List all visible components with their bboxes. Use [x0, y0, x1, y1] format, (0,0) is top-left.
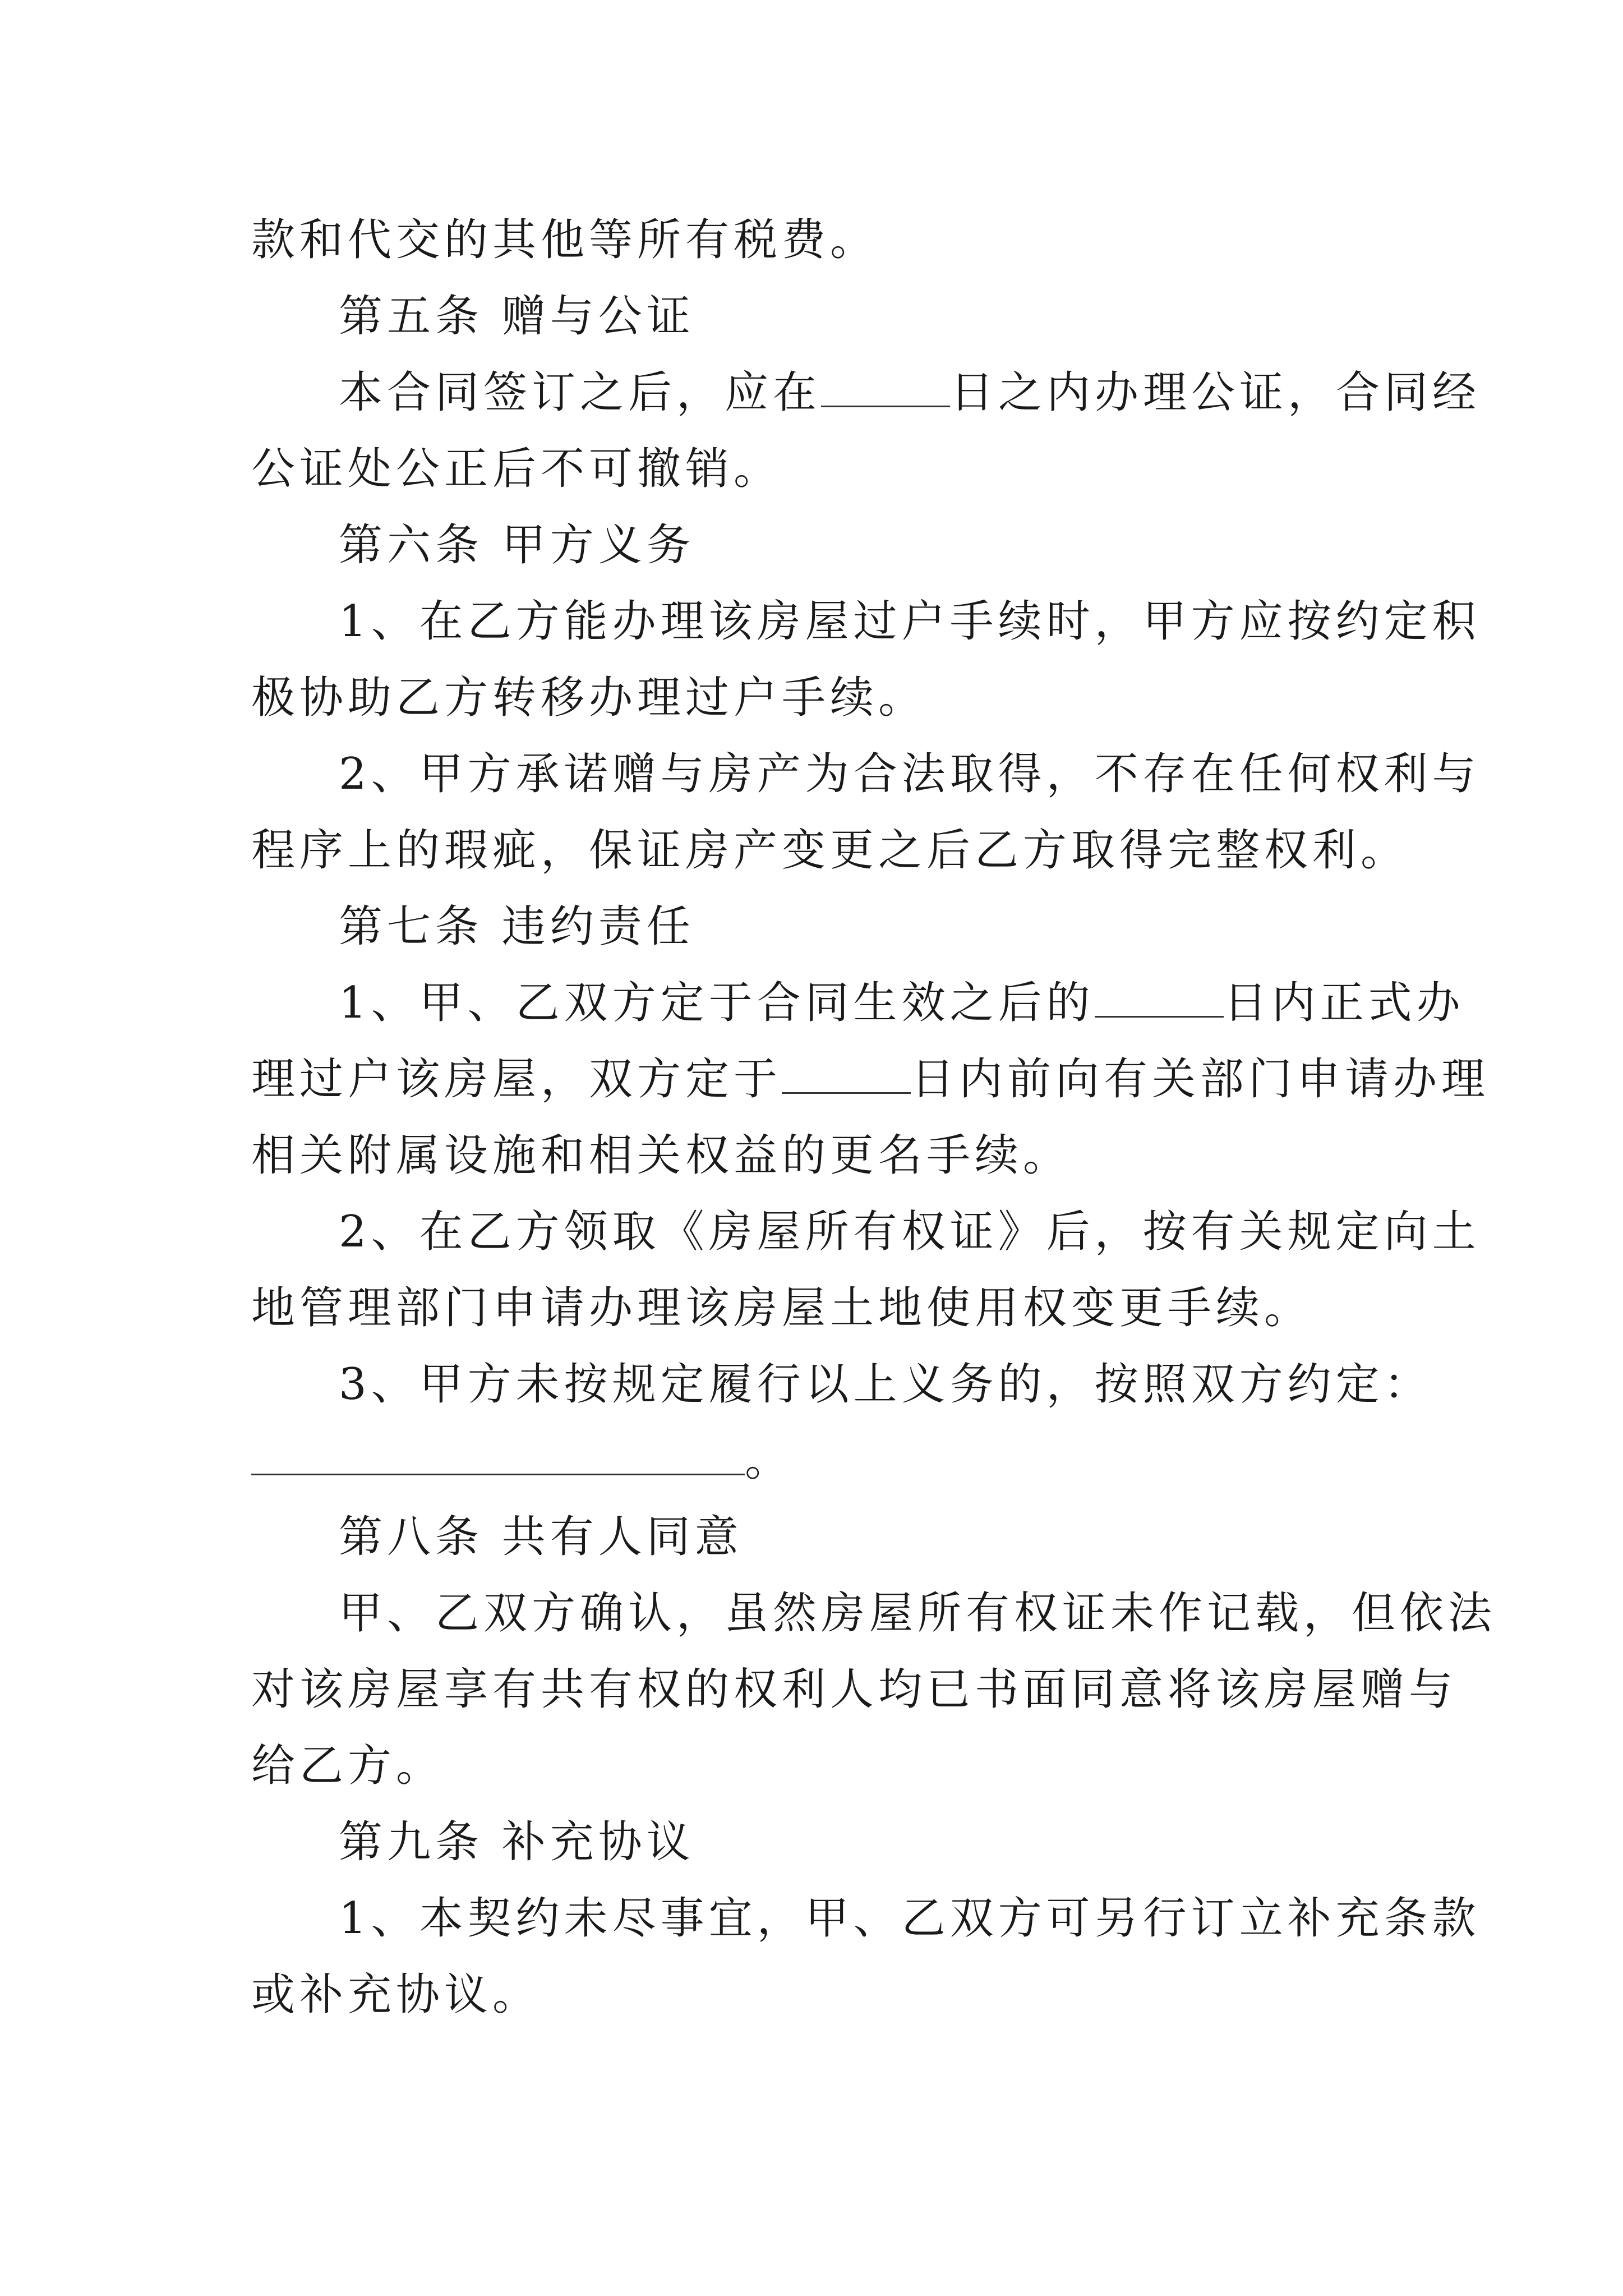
article-7-heading: 第七条 违约责任 — [339, 901, 695, 952]
text-segment: 1、甲、乙双方定于合同生效之后的 — [339, 978, 1095, 1028]
body-line: 给乙方。 — [251, 1741, 445, 1791]
text-segment: 本合同签订之后，应在 — [339, 367, 822, 418]
article-5-heading: 第五条 赠与公证 — [339, 291, 695, 342]
fill-in-blank — [251, 1440, 745, 1475]
text-segment: 日之内办理公证，合同经 — [950, 367, 1481, 418]
body-line — [251, 1041, 1490, 1117]
article-9-heading: 第九条 补充协议 — [339, 1817, 695, 1867]
body-line: 1、本契约未尽事宜，甲、乙双方可另行订立补充条款 — [339, 1893, 1481, 1944]
body-line: 2、在乙方领取《房屋所有权证》后，按有关规定向土 — [339, 1207, 1481, 1257]
article-6-heading: 第六条 甲方义务 — [339, 520, 695, 570]
body-line — [251, 355, 1481, 431]
text-segment: 日内正式办 — [1223, 978, 1465, 1028]
fill-in-blank — [821, 372, 950, 407]
document-body — [251, 202, 1497, 2033]
body-line: 对该房屋享有共有权的权利人均已书面同意将该房屋赠与 — [251, 1664, 1458, 1715]
body-line: 极协助乙方转移办理过户手续。 — [251, 673, 927, 723]
text-segment: 。 — [745, 1435, 794, 1486]
fill-in-blank — [1095, 982, 1224, 1018]
body-line — [251, 965, 1465, 1041]
body-line: 款和代交的其他等所有税费。 — [251, 215, 879, 265]
fill-in-blank — [782, 1059, 911, 1094]
body-line: 公证处公正后不可撤销。 — [251, 444, 782, 494]
text-segment: 日内前向有关部门申请办理 — [911, 1054, 1490, 1105]
body-line: 2、甲方承诺赠与房产为合法取得，不存在任何权利与 — [339, 749, 1481, 799]
text-segment: 理过户该房屋，双方定于 — [251, 1054, 782, 1105]
body-line — [251, 1423, 1390, 1499]
body-line: 甲、乙双方确认，虽然房屋所有权证未作记载，但依法 — [339, 1588, 1497, 1639]
body-line: 地管理部门申请办理该房屋土地使用权变更手续。 — [251, 1283, 1313, 1333]
body-line: 程序上的瑕疵，保证房产变更之后乙方取得完整权利。 — [251, 825, 1409, 876]
body-line: 1、在乙方能办理该房屋过户手续时，甲方应按约定积 — [339, 596, 1481, 647]
article-8-heading: 第八条 共有人同意 — [339, 1512, 743, 1562]
body-line: 3、甲方未按规定履行以上义务的，按照双方约定： — [339, 1359, 1432, 1410]
body-line: 相关附属设施和相关权益的更名手续。 — [251, 1130, 1072, 1181]
body-line: 或补充协议。 — [251, 1970, 541, 2020]
